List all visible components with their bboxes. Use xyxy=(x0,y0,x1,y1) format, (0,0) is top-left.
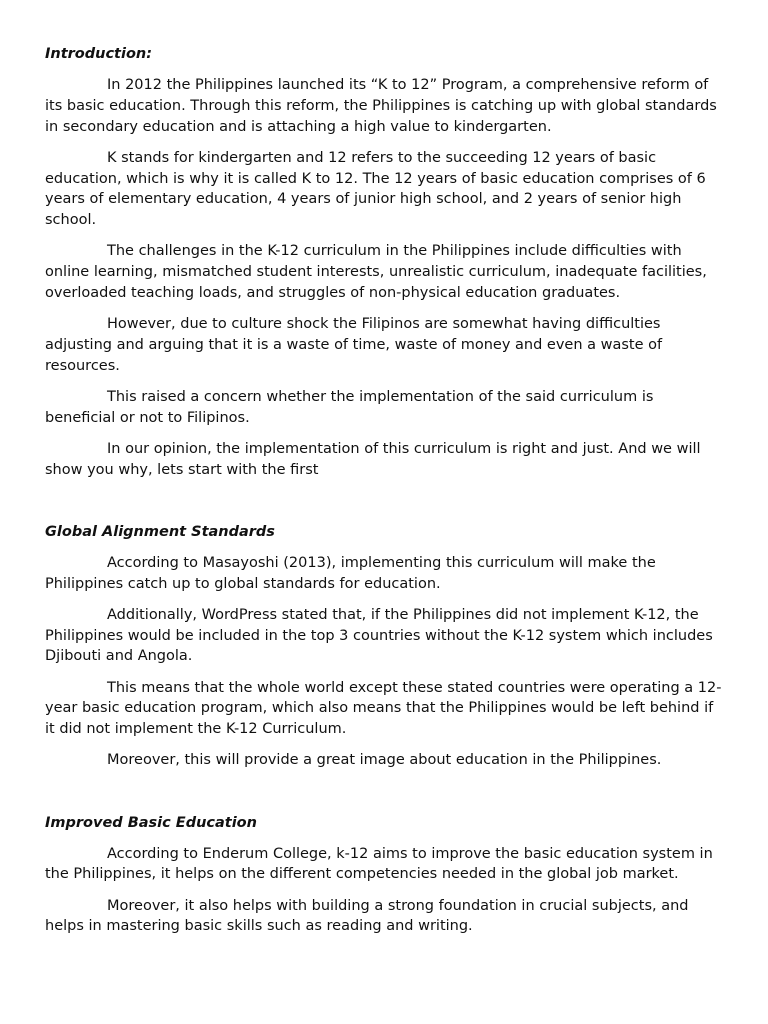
paragraph: The challenges in the K-12 curriculum in the Philippines include difficulties with online learning, mismatched student interests, unrealistic curriculum, inadequate facilities, overloaded teaching loads, and struggles of non-physical education graduates. xyxy=(45,243,707,301)
section-heading-introduction: Introduction: xyxy=(45,46,153,62)
paragraph: Moreover, this will provide a great image about education in the Philippines. xyxy=(107,752,662,769)
section-heading-global-alignment: Global Alignment Standards xyxy=(45,523,275,540)
paragraph: Moreover, it also helps with building a strong foundation in crucial subjects, and helps in mastering basic skills such as reading and writing. xyxy=(45,897,689,935)
paragraph: This raised a concern whether the implementation of the said curriculum is beneficial or not to Filipinos. xyxy=(45,388,654,426)
paragraph: Additionally, WordPress stated that, if the Philippines did not implement K-12, the Philippines would be included in the top 3 countries without the K-12 system which includes Djibouti and Angola. xyxy=(45,606,713,665)
section-spacer xyxy=(45,782,725,813)
paragraph: However, due to culture shock the Filipinos are somewhat having difficulties adjusting and arguing that it is a waste of time, waste of money and even a waste of resources. xyxy=(45,316,663,374)
paragraph: This means that the whole world except these stated countries were operating a 12-year basic education program, which also means that the Philippines would be left behind if it did not implement the K-12 Curriculum. xyxy=(45,679,722,738)
paragraph: According to Enderum College, k-12 aims to improve the basic education system in the Philippines, it helps on the different competencies needed in the global job market. xyxy=(45,845,713,883)
paragraph: According to Masayoshi (2013), implementing this curriculum will make the Philippines catch up to global standards for education. xyxy=(45,554,656,592)
paragraph: K stands for kindergarten and 12 refers to the succeeding 12 years of basic education, which is why it is called K to 12. The 12 years of basic education comprises of 6 years of elementary education, 4 years of junior high school, and 2 years of senior high school. xyxy=(45,149,706,229)
paragraph: In 2012 the Philippines launched its “K to 12” Program, a comprehensive reform of its basic education. Through this reform, the Philippines is catching up with global standards in secondary education and is attaching a high value to kindergarten. xyxy=(45,77,717,135)
paragraph: In our opinion, the implementation of this curriculum is right and just. And we will show you why, lets start with the first xyxy=(45,440,701,478)
section-spacer xyxy=(45,491,725,522)
document-page xyxy=(45,44,725,948)
section-heading-improved-basic-education: Improved Basic Education xyxy=(45,814,257,831)
